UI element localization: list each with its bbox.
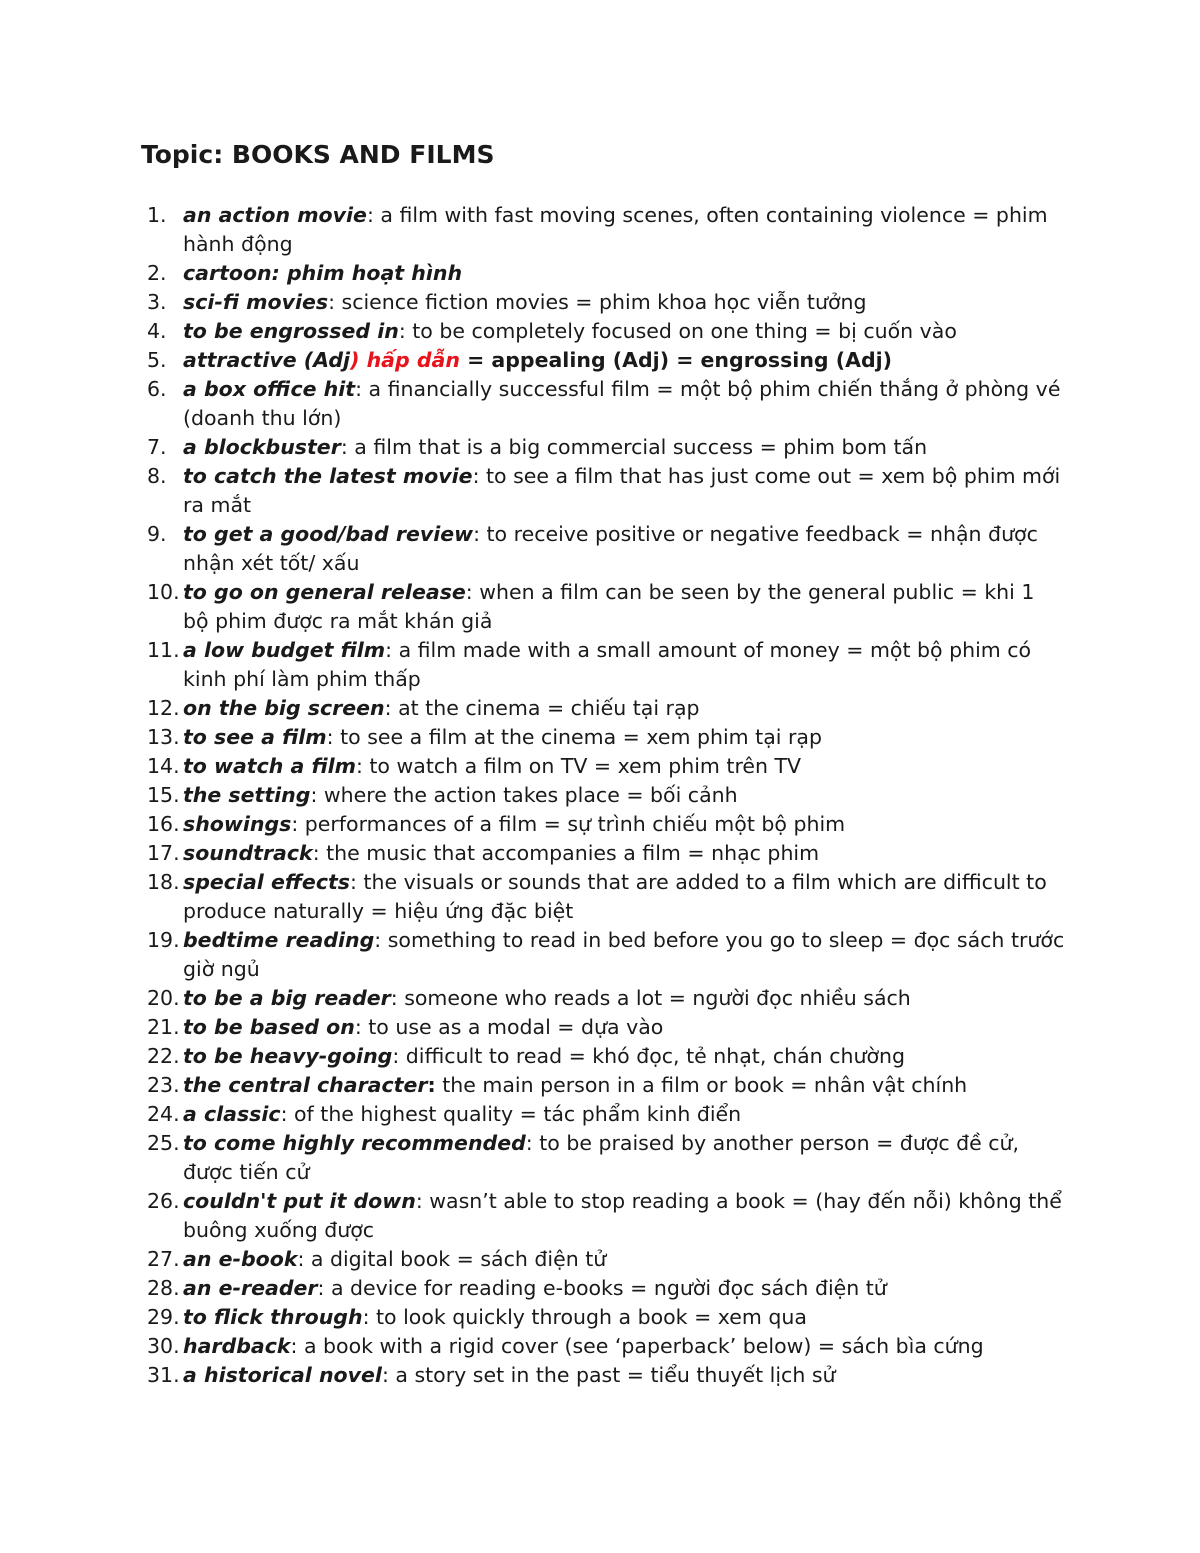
vocab-term: to catch the latest movie	[183, 464, 473, 488]
list-item	[140, 1129, 1065, 1187]
list-item	[140, 288, 1065, 317]
vocab-term: the central character	[183, 1073, 428, 1097]
list-item	[140, 781, 1065, 810]
list-item	[140, 1332, 1065, 1361]
term-colon: :	[427, 1073, 436, 1097]
vocab-term: bedtime reading	[183, 928, 375, 952]
list-item	[140, 984, 1065, 1013]
item-number: 24.	[147, 1102, 180, 1126]
item-number: 8.	[147, 464, 167, 488]
item-number: 5.	[147, 348, 167, 372]
item-number: 28.	[147, 1276, 180, 1300]
item-number: 1.	[147, 203, 167, 227]
definition: : to use as a modal = dựa vào	[354, 1015, 664, 1039]
page-title: Topic: BOOKS AND FILMS	[141, 140, 495, 169]
list-item	[140, 201, 1065, 259]
vocab-term: to be heavy-going	[183, 1044, 393, 1068]
list-item	[140, 346, 1065, 375]
item-number: 17.	[147, 841, 180, 865]
vocab-term: to go on general release	[183, 580, 466, 604]
item-number: 15.	[147, 783, 180, 807]
list-item	[140, 1245, 1065, 1274]
vocab-term: an e-reader	[183, 1276, 318, 1300]
vocab-term: to watch a film	[183, 754, 356, 778]
definition: : to be praised by another person = được đề cử, được tiến cử	[183, 1131, 1020, 1184]
item-number: 3.	[147, 290, 167, 314]
item-number: 21.	[147, 1015, 180, 1039]
list-item	[140, 578, 1065, 636]
item-number: 19.	[147, 928, 180, 952]
vocab-term: couldn't put it down	[183, 1189, 416, 1213]
definition: the main person in a film or book = nhân vật chính	[435, 1073, 968, 1097]
definition: : the music that accompanies a film = nhạc phim	[312, 841, 820, 865]
vocab-term: a blockbuster	[183, 435, 341, 459]
definition: : to see a film that has just come out = xem bộ phim mới ra mắt	[183, 464, 1061, 517]
list-item	[140, 1303, 1065, 1332]
item-number: 7.	[147, 435, 167, 459]
definition: : to be completely focused on one thing = bị cuốn vào	[398, 319, 957, 343]
definition: : a device for reading e-books = người đọc sách điện tử	[317, 1276, 887, 1300]
highlighted-translation: ) hấp dẫn	[350, 348, 460, 372]
item-number: 14.	[147, 754, 180, 778]
list-item	[140, 375, 1065, 433]
item-number: 18.	[147, 870, 180, 894]
list-item	[140, 462, 1065, 520]
definition: : a film made with a small amount of money = một bộ phim có kinh phí làm phim thấp	[183, 638, 1032, 691]
item-number: 29.	[147, 1305, 180, 1329]
item-number: 6.	[147, 377, 167, 401]
synonyms: = appealing (Adj) = engrossing (Adj)	[459, 348, 893, 372]
list-item	[140, 694, 1065, 723]
vocab-term: on the big screen	[183, 696, 385, 720]
list-item	[140, 1042, 1065, 1071]
list-item	[140, 317, 1065, 346]
vocab-term: to be engrossed in	[183, 319, 399, 343]
definition: : a digital book = sách điện tử	[297, 1247, 607, 1271]
vocab-term: cartoon: phim hoạt hình	[183, 261, 463, 285]
definition: : at the cinema = chiếu tại rạp	[384, 696, 700, 720]
list-item	[140, 752, 1065, 781]
definition: : to watch a film on TV = xem phim trên TV	[355, 754, 802, 778]
list-item	[140, 1071, 1065, 1100]
definition: : to see a film at the cinema = xem phim tại rạp	[326, 725, 822, 749]
definition: : the visuals or sounds that are added to a film which are difficult to produce naturally = hiệu ứng đặc biệt	[183, 870, 1047, 923]
list-item	[140, 259, 1065, 288]
list-item	[140, 723, 1065, 752]
definition: : to look quickly through a book = xem qua	[362, 1305, 807, 1329]
item-number: 27.	[147, 1247, 180, 1271]
definition: : a financially successful film = một bộ phim chiến thắng ở phòng vé (doanh thu lớn)	[183, 377, 1061, 430]
list-item	[140, 433, 1065, 462]
vocab-term: an action movie	[183, 203, 367, 227]
item-number: 10.	[147, 580, 180, 604]
vocab-term: to come highly recommended	[183, 1131, 526, 1155]
list-item	[140, 1274, 1065, 1303]
list-item	[140, 1187, 1065, 1245]
vocab-term: to see a film	[183, 725, 327, 749]
definition: : someone who reads a lot = người đọc nhiều sách	[390, 986, 911, 1010]
list-item	[140, 810, 1065, 839]
item-number: 30.	[147, 1334, 180, 1358]
definition: : when a film can be seen by the general public = khi 1 bộ phim được ra mắt khán giả	[183, 580, 1035, 633]
vocab-term: soundtrack	[183, 841, 313, 865]
item-number: 9.	[147, 522, 167, 546]
list-item	[140, 1361, 1065, 1390]
item-number: 2.	[147, 261, 167, 285]
item-number: 12.	[147, 696, 180, 720]
vocab-term: showings	[183, 812, 292, 836]
item-number: 22.	[147, 1044, 180, 1068]
vocab-term: a box office hit	[183, 377, 356, 401]
item-number: 31.	[147, 1363, 180, 1387]
vocab-term: to be a big reader	[183, 986, 391, 1010]
definition: : a book with a rigid cover (see ‘paperback’ below) = sách bìa cứng	[290, 1334, 984, 1358]
list-item	[140, 926, 1065, 984]
vocab-term: to get a good/bad review	[183, 522, 474, 546]
list-item	[140, 636, 1065, 694]
definition: : a film that is a big commercial success = phim bom tấn	[340, 435, 928, 459]
definition: : something to read in bed before you go to sleep = đọc sách trước giờ ngủ	[183, 928, 1065, 981]
list-item	[140, 520, 1065, 578]
item-number: 16.	[147, 812, 180, 836]
definition: : a film with fast moving scenes, often containing violence = phim hành động	[183, 203, 1048, 256]
item-number: 23.	[147, 1073, 180, 1097]
list-item	[140, 868, 1065, 926]
vocab-term: sci-fi movies	[183, 290, 329, 314]
vocab-term: an e-book	[183, 1247, 298, 1271]
vocab-term: a historical novel	[183, 1363, 382, 1387]
definition: : a story set in the past = tiểu thuyết lịch sử	[381, 1363, 836, 1387]
item-number: 26.	[147, 1189, 180, 1213]
item-number: 11.	[147, 638, 180, 662]
list-item	[140, 839, 1065, 868]
definition: : difficult to read = khó đọc, tẻ nhạt, chán chường	[392, 1044, 905, 1068]
vocab-term: a classic	[183, 1102, 281, 1126]
vocab-term: to flick through	[183, 1305, 363, 1329]
vocab-term: the setting	[183, 783, 311, 807]
vocab-term: hardback	[183, 1334, 291, 1358]
definition: : wasn’t able to stop reading a book = (hay đến nỗi) không thể buông xuống được	[183, 1189, 1062, 1242]
vocab-term: a low budget film	[183, 638, 386, 662]
vocab-term: to be based on	[183, 1015, 355, 1039]
item-number: 25.	[147, 1131, 180, 1155]
definition: : of the highest quality = tác phẩm kinh điển	[280, 1102, 742, 1126]
vocabulary-list	[140, 201, 1065, 1390]
vocab-term: attractive (Adj	[183, 348, 351, 372]
list-item	[140, 1013, 1065, 1042]
definition: : science fiction movies = phim khoa học viễn tưởng	[328, 290, 867, 314]
item-number: 20.	[147, 986, 180, 1010]
item-number: 4.	[147, 319, 167, 343]
vocab-term: special effects	[183, 870, 350, 894]
item-number: 13.	[147, 725, 180, 749]
list-item	[140, 1100, 1065, 1129]
definition: : where the action takes place = bối cảnh	[310, 783, 738, 807]
definition: : to receive positive or negative feedback = nhận được nhận xét tốt/ xấu	[183, 522, 1038, 575]
definition: : performances of a film = sự trình chiếu một bộ phim	[291, 812, 846, 836]
